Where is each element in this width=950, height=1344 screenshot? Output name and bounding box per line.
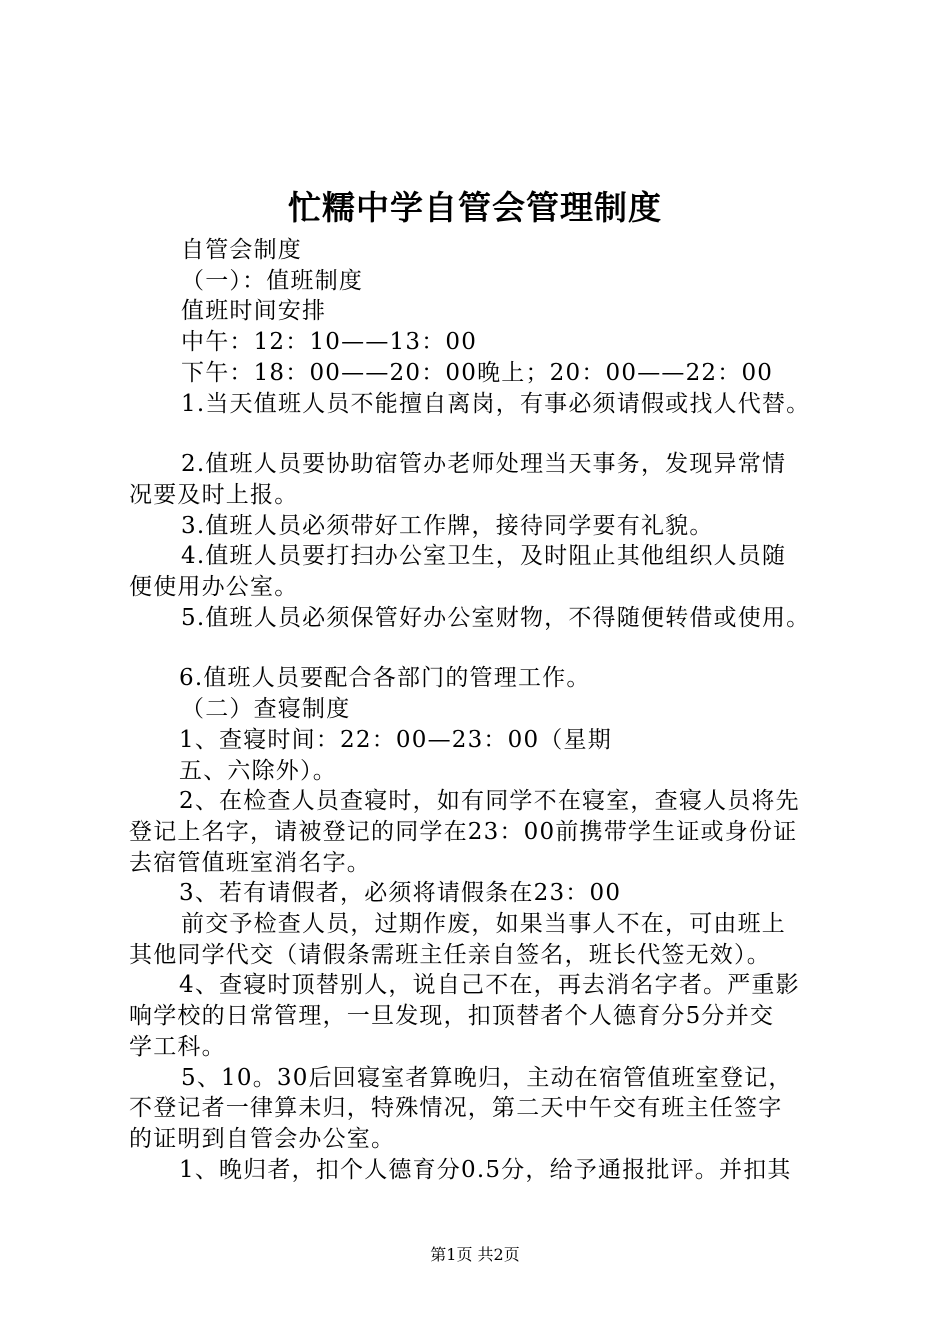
document-title: 忙糯中学自管会管理制度	[288, 188, 662, 227]
paragraph-line: 中午：12：10——13：00	[181, 329, 478, 356]
paragraph-line: 2、在检查人员查寝时，如有同学不在寝室，查寝人员将先	[179, 788, 800, 815]
paragraph-line: 去宿管值班室消名字。	[129, 849, 371, 876]
paragraph-line: 学工科。	[129, 1033, 226, 1060]
paragraph-line: 3.值班人员必须带好工作牌，接待同学要有礼貌。	[181, 512, 714, 539]
paragraph-line: 其他同学代交（请假条需班主任亲自签名，班长代签无效）。	[129, 941, 771, 968]
paragraph-line: 4、查寝时顶替别人，说自己不在，再去消名字者。严重影	[179, 972, 800, 999]
paragraph-line: 五、六除外）。	[179, 757, 337, 784]
paragraph-line: 登记上名字，请被登记的同学在23：00前携带学生证或身份证	[129, 818, 798, 845]
paragraph-line: 6.值班人员要配合各部门的管理工作。	[179, 665, 591, 692]
paragraph-line: 5.值班人员必须保管好办公室财物，不得随便转借或使用。	[181, 604, 811, 631]
paragraph-line: 1、晚归者，扣个人德育分0.5分，给予通报批评。并扣其	[179, 1156, 792, 1183]
paragraph-line: 自管会制度	[181, 237, 302, 263]
paragraph-line: 1.当天值班人员不能擅自离岗，有事必须请假或找人代替。	[181, 390, 811, 417]
paragraph-line: （二）查寝制度	[181, 696, 351, 723]
paragraph-line: 下午：18：00——20：00晚上；20：00——22：00	[181, 359, 774, 386]
paragraph-line: 4.值班人员要打扫办公室卫生，及时阻止其他组织人员随	[181, 543, 787, 570]
document-body	[129, 235, 829, 1185]
paragraph-line: 2.值班人员要协助宿管办老师处理当天事务，发现异常情	[181, 451, 787, 478]
blank-line	[129, 633, 829, 663]
blank-line	[129, 419, 829, 449]
paragraph-line: 不登记者一律算未归，特殊情况，第二天中午交有班主任签字	[129, 1095, 783, 1122]
page-footer: 第1页 共2页	[430, 1245, 520, 1264]
paragraph-line: 5、10。30后回寝室者算晚归，主动在宿管值班室登记，	[181, 1064, 793, 1091]
paragraph-line: 况要及时上报。	[129, 481, 299, 508]
paragraph-line: 的证明到自管会办公室。	[129, 1125, 396, 1152]
paragraph-line: 响学校的日常管理，一旦发现，扣顶替者个人德育分5分并交	[129, 1003, 775, 1030]
paragraph-line: 值班时间安排	[181, 298, 327, 325]
paragraph-line: 3、若有请假者，必须将请假条在23：00	[179, 880, 622, 907]
paragraph-line: （一）：值班制度	[181, 267, 364, 294]
paragraph-line: 前交予检查人员，过期作废，如果当事人不在，可由班上	[181, 911, 786, 938]
paragraph-line: 1、查寝时间：22：00—23：00（星期	[179, 726, 612, 753]
paragraph-line: 便使用办公室。	[129, 574, 299, 601]
